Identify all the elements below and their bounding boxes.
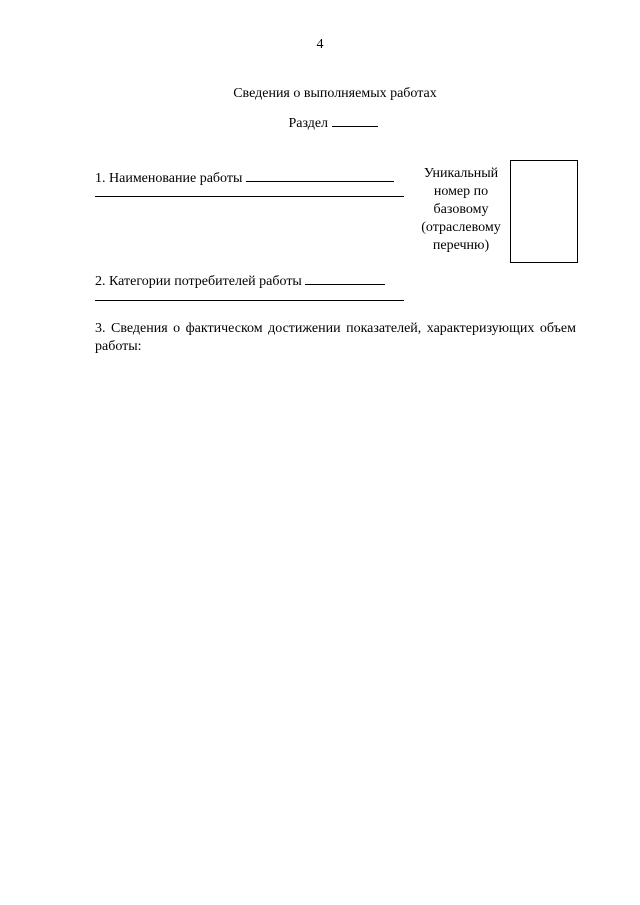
unique-number-line4: (отраслевому bbox=[421, 220, 501, 235]
item2-blank bbox=[305, 272, 385, 285]
page-number: 4 bbox=[316, 37, 324, 52]
section-line bbox=[0, 114, 640, 133]
item2-line bbox=[95, 272, 385, 291]
unique-number-box bbox=[510, 160, 578, 263]
item1-label: 1. Наименование работы bbox=[95, 171, 243, 186]
section-blank bbox=[332, 114, 378, 127]
item3-text: 3. Сведения о фактическом достижении показателей, характеризующих объем работы: bbox=[95, 321, 576, 354]
unique-number-line1: Уникальный bbox=[423, 166, 499, 181]
item1-blank bbox=[246, 169, 394, 182]
section-label: Раздел bbox=[288, 116, 329, 131]
item2-continuation-rule bbox=[95, 300, 404, 301]
item1-continuation-rule bbox=[95, 196, 404, 197]
unique-number-label bbox=[413, 165, 509, 255]
unique-number-line2: номер по bbox=[433, 184, 489, 199]
unique-number-line5: перечню) bbox=[432, 238, 490, 253]
document-title: Сведения о выполняемых работах bbox=[233, 86, 437, 101]
item2-label: 2. Категории потребителей работы bbox=[95, 274, 302, 289]
unique-number-line3: базовому bbox=[433, 202, 489, 217]
item1-line bbox=[95, 169, 394, 188]
